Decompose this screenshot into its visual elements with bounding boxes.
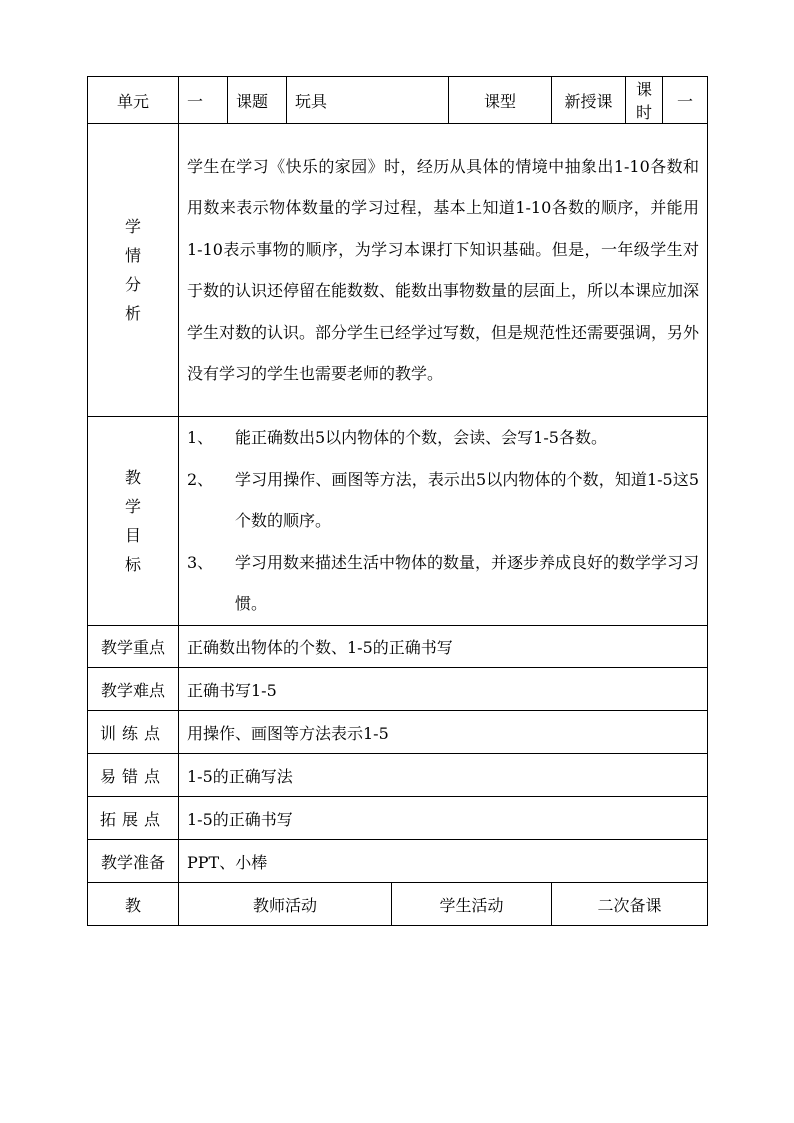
unit-value: 一 xyxy=(179,77,228,124)
error-prone-row xyxy=(88,754,708,797)
objective-number: 1、 xyxy=(187,428,214,448)
objectives-list xyxy=(179,417,708,626)
key-points-row xyxy=(88,626,708,668)
training-value: 用操作、画图等方法表示1-5 xyxy=(179,711,708,754)
objective-text: 学习用数来描述生活中物体的数量，并逐步养成良好的数学学习习惯。 xyxy=(235,552,700,614)
extension-value: 1-5的正确书写 xyxy=(179,797,708,840)
header-row xyxy=(88,77,708,124)
objective-number: 3、 xyxy=(187,552,214,572)
objective-text: 能正确数出5以内物体的个数，会读、会写1-5各数。 xyxy=(235,428,607,448)
topic-value: 玩具 xyxy=(287,77,449,124)
teacher-activity-header: 教师活动 xyxy=(179,883,392,926)
training-label: 训练点 xyxy=(88,711,179,754)
key-points-value: 正确数出物体的个数、1-5的正确书写 xyxy=(179,626,708,668)
difficulty-label: 教学难点 xyxy=(88,668,179,711)
activity-header-teach: 教 xyxy=(88,883,179,926)
preparation-value: PPT、小棒 xyxy=(179,840,708,883)
analysis-label-char: 析 xyxy=(124,304,141,323)
activity-header-row xyxy=(88,883,708,926)
objectives-label xyxy=(88,417,179,626)
objectives-label-char: 学 xyxy=(124,497,141,516)
objectives-label-char: 目 xyxy=(124,526,141,545)
hours-label: 课时 xyxy=(626,77,663,124)
training-row xyxy=(88,711,708,754)
unit-label: 单元 xyxy=(88,77,179,124)
type-label: 课型 xyxy=(449,77,552,124)
lesson-plan-table xyxy=(87,76,708,926)
analysis-label-char: 情 xyxy=(124,246,141,265)
analysis-label xyxy=(88,124,179,417)
objective-number: 2、 xyxy=(187,469,214,489)
objectives-label-char: 标 xyxy=(124,555,141,574)
difficulty-row xyxy=(88,668,708,711)
difficulty-value: 正确书写1-5 xyxy=(179,668,708,711)
preparation-row xyxy=(88,840,708,883)
error-prone-value: 1-5的正确写法 xyxy=(179,754,708,797)
objective-item xyxy=(187,542,699,625)
extension-row xyxy=(88,797,708,840)
analysis-row xyxy=(88,124,708,417)
preparation-label: 教学准备 xyxy=(88,840,179,883)
error-prone-label: 易错点 xyxy=(88,754,179,797)
key-points-label: 教学重点 xyxy=(88,626,179,668)
hours-value: 一 xyxy=(663,77,708,124)
analysis-text: 学生在学习《快乐的家园》时，经历从具体的情境中抽象出1-10各数和用数来表示物体数量的学习过程，基本上知道1-10各数的顺序，并能用1-10表示事物的顺序，为学习本课打下知识基础。但是，一年级学生对于数的认识还停留在能数数、能数出事物数量的层面上，所以本课应加深学生对数的认识。部分学生已经学过写数，但是规范性还需要强调，另外没有学习的学生也需要老师的教学。 xyxy=(179,124,708,417)
objective-item xyxy=(187,417,699,459)
objective-text: 学习用操作、画图等方法，表示出5以内物体的个数，知道1-5这5个数的顺序。 xyxy=(235,469,700,531)
analysis-label-char: 学 xyxy=(124,217,141,236)
student-activity-header: 学生活动 xyxy=(392,883,552,926)
topic-label: 课题 xyxy=(228,77,287,124)
extension-label: 拓展点 xyxy=(88,797,179,840)
type-value: 新授课 xyxy=(552,77,626,124)
second-preparation-header: 二次备课 xyxy=(552,883,708,926)
analysis-label-char: 分 xyxy=(124,275,141,294)
objectives-row xyxy=(88,417,708,626)
objectives-label-char: 教 xyxy=(124,468,141,487)
objective-item xyxy=(187,459,699,542)
